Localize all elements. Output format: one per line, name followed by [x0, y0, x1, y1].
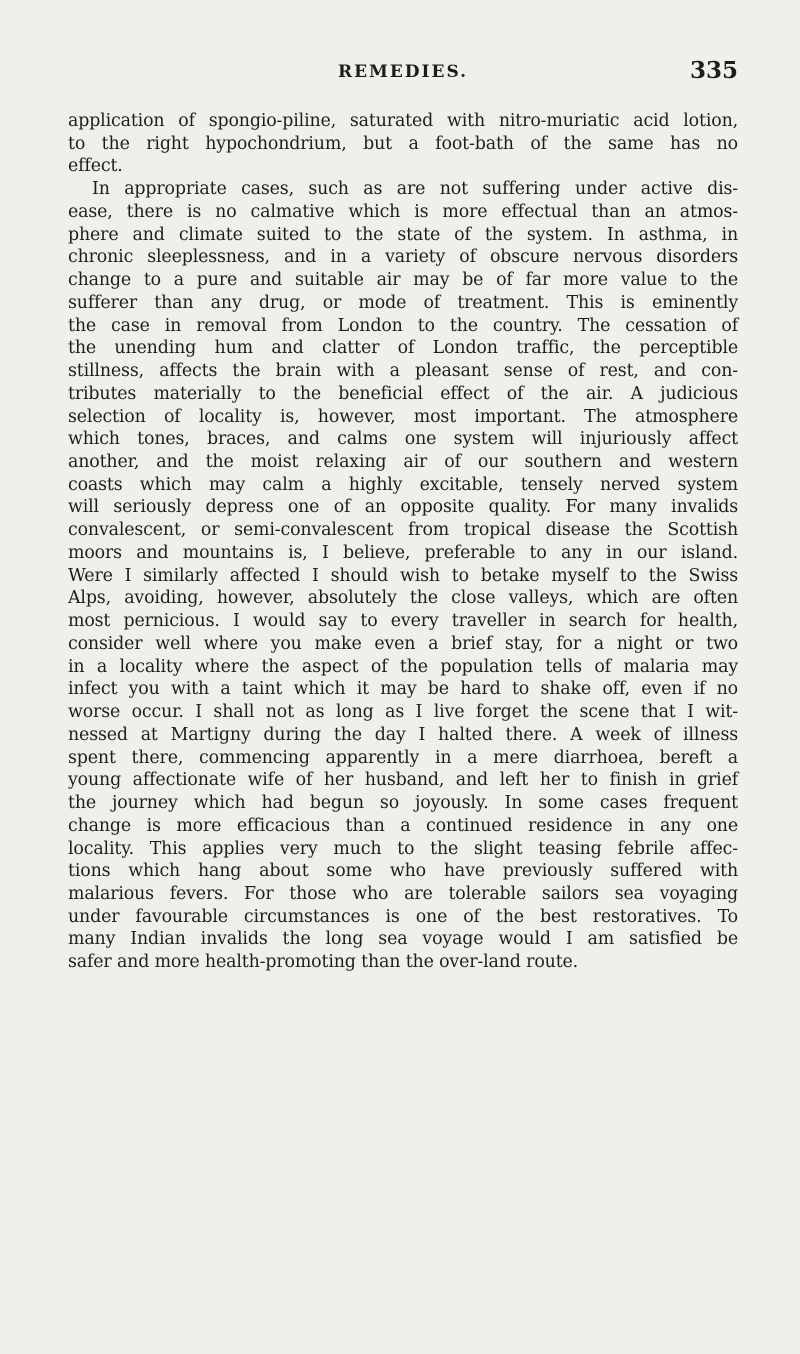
text-line: spent there, commencing apparently in a mere diarrhoea, bereft a — [68, 747, 738, 768]
text-line: worse occur. I shall not as long as I live forget the scene that I wit- — [68, 702, 738, 723]
text-line: selection of locality is, however, most important. The atmosphere — [68, 406, 738, 427]
text-line: young affectionate wife of her husband, and left her to finish in grief — [68, 770, 738, 791]
text-line: the case in removal from London to the country. The cessation of — [68, 315, 738, 336]
text-line: many Indian invalids the long sea voyage would I am satisfied be — [68, 929, 738, 950]
text-line: application of spongio-piline, saturated with nitro-muriatic acid lotion, — [68, 111, 738, 131]
text-line: change to a pure and suitable air may be of far more value to the — [68, 270, 738, 291]
chapter-title: REMEDIES. — [337, 62, 469, 82]
text-line: locality. This applies very much to the slight teasing febrile affec- — [68, 838, 738, 859]
text-line: chronic sleeplessness, and in a variety of obscure nervous disorders — [68, 247, 738, 268]
text-line: most pernicious. I would say to every traveller in search for health, — [68, 611, 738, 632]
body-text — [68, 110, 738, 974]
text-line: the journey which had begun so joyously. In some cases frequent — [68, 793, 738, 814]
text-line: Alps, avoiding, however, absolutely the close valleys, which are often — [68, 588, 738, 609]
text-line: moors and mountains is, I believe, preferable to any in our island. — [68, 542, 738, 563]
text-line: will seriously depress one of an opposite quality. For many invalids — [68, 497, 738, 518]
text-line: to the right hypochondrium, but a foot-bath of the same has no — [68, 133, 738, 154]
text-line: ease, there is no calmative which is more effectual than an atmos- — [68, 201, 738, 222]
text-line: safer and more health-promoting than the over-land route. — [68, 952, 579, 973]
text-line: tions which hang about some who have previously suffered with — [68, 861, 738, 882]
text-line: sufferer than any drug, or mode of treatment. This is eminently — [68, 292, 738, 313]
text-line: phere and climate suited to the state of the system. In asthma, in — [68, 224, 738, 245]
text-line: under favourable circumstances is one of the best restoratives. To — [68, 906, 738, 927]
running-head — [68, 57, 738, 84]
text-line: tributes materially to the beneficial effect of the air. A judicious — [68, 383, 738, 404]
text-line: effect. — [68, 156, 123, 177]
text-line: change is more efficacious than a continued residence in any one — [68, 815, 738, 836]
text-line: coasts which may calm a highly excitable, tensely nerved system — [68, 474, 738, 495]
text-line: infect you with a taint which it may be hard to shake off, even if no — [68, 679, 738, 700]
text-line: Were I similarly affected I should wish to betake myself to the Swiss — [68, 565, 738, 586]
text-line: nessed at Martigny during the day I halted there. A week of illness — [68, 724, 738, 745]
text-line: in a locality where the aspect of the population tells of malaria may — [68, 656, 738, 677]
page-number: 335 — [689, 57, 738, 84]
text-line: which tones, braces, and calms one system will injuriously affect — [68, 429, 738, 450]
text-line: consider well where you make even a brief stay, for a night or two — [68, 633, 738, 654]
text-line: the unending hum and clatter of London traffic, the perceptible — [68, 338, 738, 359]
text-line: convalescent, or semi-convalescent from tropical disease the Scottish — [68, 520, 738, 541]
text-line: stillness, affects the brain with a pleasant sense of rest, and con- — [68, 361, 738, 382]
text-line: another, and the moist relaxing air of our southern and western — [68, 452, 738, 473]
text-line: In appropriate cases, such as are not suffering under active dis- — [92, 179, 738, 200]
text-line: malarious fevers. For those who are tolerable sailors sea voyaging — [68, 883, 738, 904]
